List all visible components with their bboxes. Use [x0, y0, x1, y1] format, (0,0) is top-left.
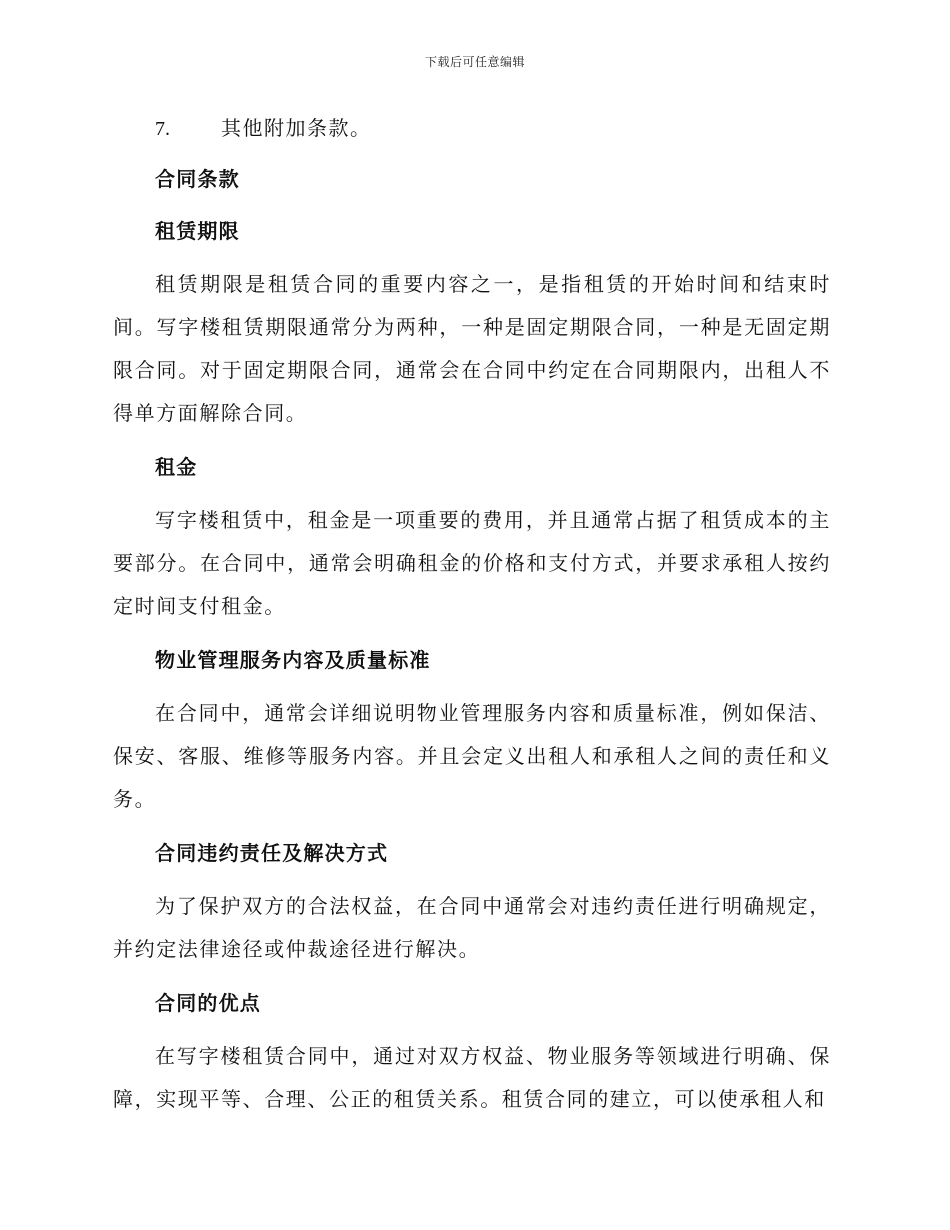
paragraph-lease-term: 租赁期限是租赁合同的重要内容之一，是指租赁的开始时间和结束时间。写字楼租赁期限通常分为两种，一种是固定期限合同，一种是无固定期限合同。对于固定期限合同，通常会在合同中约定在合同期限内，出租人不得单方面解除合同。 [113, 272, 831, 425]
section-heading-breach-liability: 合同违约责任及解决方式 [155, 841, 389, 865]
section-heading-contract-terms: 合同条款 [155, 167, 240, 191]
paragraph-property-management: 在合同中，通常会详细说明物业管理服务内容和质量标准，例如保洁、保安、客服、维修等服务内容。并且会定义出租人和承租人之间的责任和义务。 [113, 701, 831, 811]
list-item-7 [113, 108, 831, 149]
section-heading-advantages: 合同的优点 [155, 991, 261, 1015]
document-body [113, 108, 831, 1121]
list-item-text: 其他附加条款。 [221, 116, 372, 140]
paragraph-rent: 写字楼租赁中，租金是一项重要的费用，并且通常占据了租赁成本的主要部分。在合同中，通常会明确租金的价格和支付方式，并要求承租人按约定时间支付租金。 [113, 508, 831, 618]
section-heading-lease-term: 租赁期限 [155, 219, 240, 243]
page-header: 下载后可任意编辑 [424, 55, 525, 69]
paragraph-breach-liability: 为了保护双方的合法权益，在合同中通常会对违约责任进行明确规定，并约定法律途径或仲裁途径进行解决。 [113, 894, 831, 961]
section-heading-property-management: 物业管理服务内容及质量标准 [155, 648, 431, 672]
paragraph-advantages: 在写字楼租赁合同中，通过对双方权益、物业服务等领域进行明确、保障，实现平等、合理、公正的租赁关系。租赁合同的建立，可以使承租人和 [113, 1044, 831, 1111]
list-item-number: 7. [155, 118, 170, 140]
section-heading-rent: 租金 [155, 455, 198, 479]
